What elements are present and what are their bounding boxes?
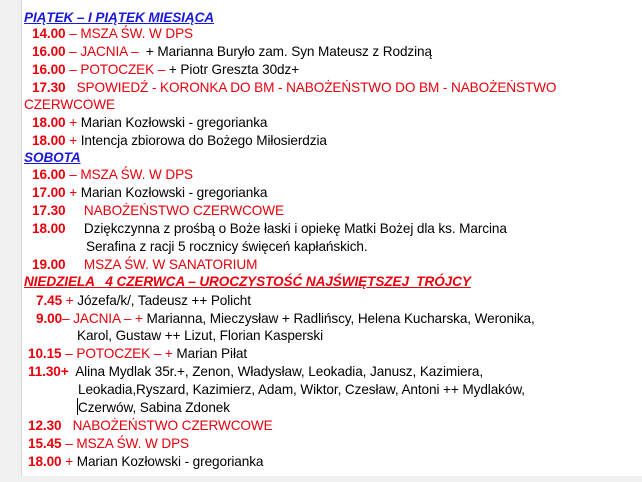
place: NABOŻEŃSTWO CZERWCOWE	[72, 418, 273, 433]
time: 18.00	[32, 133, 66, 148]
schedule-line: 16.00 – MSZA ŚW. W DPS	[32, 167, 194, 182]
intention: Marianna, Mieczysław + Radlińscy, Helena Kucharska, Weronika,	[142, 311, 535, 326]
place: POTOCZEK – +	[76, 346, 173, 361]
place: MSZA ŚW. W SANATORIUM	[83, 257, 258, 272]
schedule-line	[28, 363, 483, 380]
intention: + Marianna Buryło zam. Syn Mateusz z Rodziną	[138, 44, 432, 59]
intention: Marian Kozłowski - gregorianka	[76, 454, 264, 469]
schedule-line: 15.45 – MSZA ŚW. W DPS	[28, 436, 190, 451]
intention: Marian Kozłowski - gregorianka	[80, 185, 268, 200]
schedule-line: 16.00 – POTOCZEK – + Piotr Greszta 30dz+	[32, 62, 300, 77]
intention: Marian Kozłowski - gregorianka	[80, 115, 268, 130]
place: JACNIA –	[80, 44, 139, 59]
schedule-line: 17.00 + Marian Kozłowski - gregorianka	[32, 185, 268, 200]
schedule-line: 18.00 + Intencja zbiorowa do Bożego Miłosierdzia	[32, 133, 327, 148]
intention: Intencja zbiorowa do Bożego Miłosierdzia	[80, 133, 327, 148]
time: 12.30	[28, 418, 62, 433]
schedule-line	[32, 202, 284, 219]
schedule-line	[28, 417, 273, 434]
place: MSZA ŚW. W DPS	[80, 26, 194, 41]
place: CZERWCOWE	[24, 97, 115, 112]
text-cursor	[77, 398, 78, 415]
time: 7.45	[36, 293, 63, 308]
time: 17.30	[32, 80, 66, 95]
time: 17.30	[32, 203, 66, 218]
place: MSZA ŚW. W DPS	[76, 436, 190, 451]
schedule-line-continuation	[78, 381, 525, 398]
place: JACNIA – +	[73, 311, 143, 326]
schedule-line	[32, 220, 507, 237]
time: 18.00	[28, 454, 62, 469]
schedule-line: 18.00 + Marian Kozłowski - gregorianka	[28, 454, 264, 469]
intention: Karol, Gustaw ++ Lizut, Florian Kasperski	[77, 328, 323, 343]
time: 11.30+	[28, 364, 69, 379]
time: 10.15	[28, 346, 62, 361]
time: 15.45	[28, 436, 62, 451]
schedule-line: 7.45 + Józefa/k/, Tadeusz ++ Policht	[36, 293, 251, 308]
place: NABOŻEŃSTWO CZERWCOWE	[83, 203, 284, 218]
schedule-line: 18.00 + Marian Kozłowski - gregorianka	[32, 115, 268, 130]
intention: Dziękczynna z prośbą o Boże łaski i opiekę Matki Bożej dla ks. Marcina	[83, 221, 507, 236]
time: 9.00	[36, 311, 63, 326]
schedule-line-continuation	[86, 238, 368, 255]
schedule-line	[32, 256, 257, 273]
schedule-line-continuation	[77, 327, 323, 344]
time: 16.00	[32, 62, 66, 77]
time: 19.00	[32, 257, 66, 272]
section-header-friday: PIĄTEK – I PIĄTEK MIESIĄCA	[24, 10, 215, 25]
time: 16.00	[32, 167, 66, 182]
time: 18.00	[32, 115, 66, 130]
intention: Leokadia,Ryszard, Kazimierz, Adam, Wiktor, Czesław, Antoni ++ Mydlaków,	[78, 382, 525, 397]
intention: Alina Mydlak 35r.+, Zenon, Władysław, Leokadia, Janusz, Kazimiera,	[75, 364, 484, 379]
schedule-line	[32, 79, 556, 96]
schedule-line: 16.00 – JACNIA – + Marianna Buryło zam. Syn Mateusz z Rodziną	[32, 44, 432, 59]
time: 18.00	[32, 221, 66, 236]
time: 17.00	[32, 185, 66, 200]
section-header-saturday: SOBOTA	[24, 150, 81, 165]
intention: + Piotr Greszta 30dz+	[165, 62, 300, 77]
place: POTOCZEK –	[80, 62, 166, 77]
intention: Serafina z racji 5 rocznicy święceń kapłańskich.	[86, 239, 368, 254]
schedule-line: 9.00– JACNIA – + Marianna, Mieczysław + Radlińscy, Helena Kucharska, Weronika,	[36, 311, 535, 326]
time: 14.00	[32, 26, 66, 41]
section-header-sunday: NIEDZIELA 4 CZERWCA – UROCZYSTOŚĆ NAJŚWIĘTSZEJ TRÓJCY	[24, 274, 471, 289]
schedule-line: 14.00 – MSZA ŚW. W DPS	[32, 26, 194, 41]
intention: Czerwów, Sabina Zdonek	[78, 400, 230, 415]
intention: Józefa/k/, Tadeusz ++ Policht	[77, 293, 251, 308]
place: SPOWIEDŹ - KORONKA DO BM - NABOŻEŃSTWO DO BM - NABOŻEŃSTWO	[76, 80, 557, 95]
time: 16.00	[32, 44, 66, 59]
schedule-line: 10.15 – POTOCZEK – + Marian Piłat	[28, 346, 247, 361]
schedule-line-continuation	[24, 96, 115, 113]
intention: Marian Piłat	[172, 346, 247, 361]
schedule-line-continuation	[78, 399, 230, 416]
place: MSZA ŚW. W DPS	[80, 167, 194, 182]
